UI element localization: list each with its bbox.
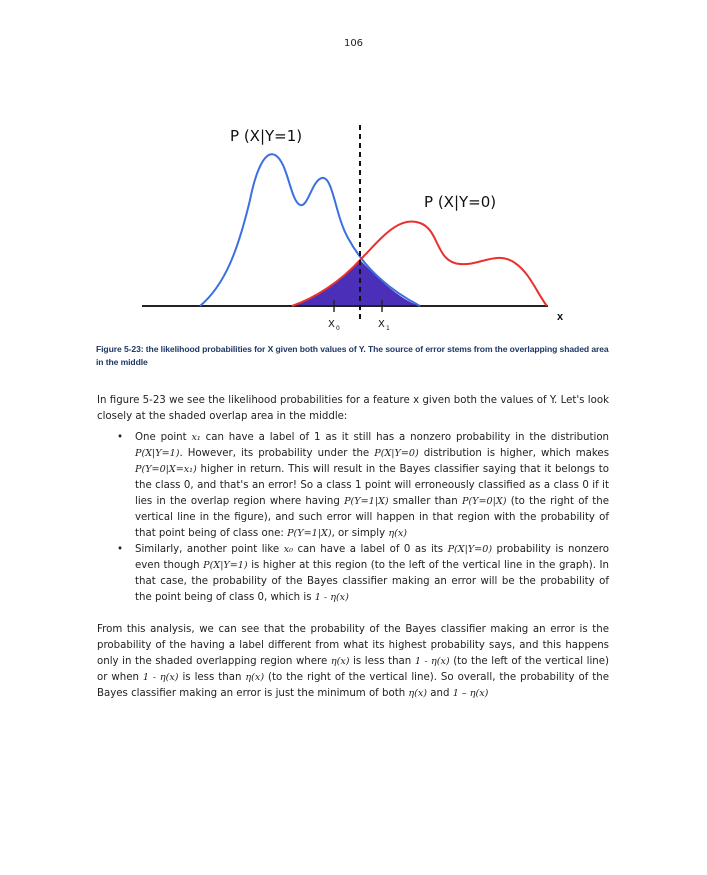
bullet-2-part-4: probability is nonzero even though	[135, 544, 609, 571]
closing-paragraph	[97, 622, 609, 702]
closing-math-5: 1 - η(x)	[142, 672, 179, 683]
curve-p-x-given-y1	[200, 154, 420, 306]
closing-math-1: η(x)	[330, 656, 350, 667]
bullet-1-part-2: can have a label of 1 as it still has a nonzero probability in the distribution	[200, 432, 610, 443]
bullet-1-part-14: , or simply	[331, 528, 389, 539]
bullet-1-part-0: One point	[135, 432, 192, 443]
bullet-1-math-1: x₁	[191, 432, 201, 443]
bullet-item-2	[97, 542, 609, 606]
bullet-1-math-5: P(X|Y=0)	[374, 448, 419, 459]
bullet-2-math-5: P(X|Y=1)	[203, 560, 248, 571]
bullet-list	[97, 430, 609, 606]
closing-math-9: η(x)	[408, 688, 428, 699]
label-p-x-given-y1: P (X|Y=1)	[230, 127, 303, 145]
closing-part-6: is less than	[178, 672, 246, 683]
closing-math-11: 1 – η(x)	[452, 688, 489, 699]
bullet-1-math-7: P(Y=0|X=x₁)	[135, 464, 197, 475]
bullet-2-part-2: can have a label of 0 as its	[292, 544, 448, 555]
x-axis-label: x	[557, 311, 564, 323]
bullet-1-part-4: . However, its probability under the	[179, 448, 375, 459]
x1-label-subscript: 1	[386, 325, 390, 332]
closing-part-2: is less than	[349, 656, 415, 667]
overlap-shaded-area	[292, 260, 420, 306]
page-number: 106	[343, 38, 364, 49]
likelihood-figure	[96, 110, 596, 350]
bullet-1-part-6: distribution is higher, which makes	[418, 448, 609, 459]
bullet-1-math-11: P(Y=0|X)	[461, 496, 507, 507]
bullet-1-part-12: (to the right of the vertical line in the figure), and such error will happen in that region with the probability of that point being of class one:	[135, 496, 609, 539]
bullet-dot-icon: •	[117, 432, 124, 443]
intro-paragraph: In figure 5-23 we see the likelihood probabilities for a feature x given both the values of Y. Let's look closely at the shaded overlap area in the middle:	[97, 395, 609, 422]
likelihood-plot	[96, 110, 596, 340]
closing-part-0: From this analysis, we can see that the probability of the Bayes classifier making an error is the probability of the having a label different from what its highest probability says, and this happens only in the shaded overlapping region where	[97, 624, 609, 667]
x0-label-subscript: 0	[336, 325, 340, 332]
closing-part-10: and	[427, 688, 453, 699]
bullet-1-math-13: P(Y=1|X)	[287, 528, 332, 539]
bullet-1-math-3: P(X|Y=1)	[135, 448, 180, 459]
closing-math-7: η(x)	[245, 672, 265, 683]
bullet-1-part-8: higher in return. This will result in the Bayes classifier saying that it belongs to the class 0, and that's an error! So a class 1 point will erroneously classified as a class 0 if it lies in the overlap region where having	[135, 464, 609, 507]
bullet-2-math-3: P(X|Y=0)	[447, 544, 493, 555]
bullet-1-part-10: smaller than	[388, 496, 462, 507]
closing-math-3: 1 - η(x)	[414, 656, 450, 667]
figure-caption: Figure 5-23: the likelihood probabilities for X given both values of Y. The source of error stems from the overlapping shaded area in the middle	[96, 344, 609, 367]
bullet-item-1	[97, 430, 609, 542]
bullet-2-math-7: 1 - η(x)	[314, 592, 349, 603]
bullet-1-math-9: P(Y=1|X)	[344, 496, 389, 507]
bullet-2-math-1: x₀	[283, 544, 293, 555]
x0-label: X	[328, 319, 335, 330]
label-p-x-given-y0: P (X|Y=0)	[424, 193, 497, 211]
bullet-dot-icon: •	[117, 544, 124, 555]
bullet-1-math-15: η(x)	[388, 528, 407, 539]
closing-part-4: (to the left of the vertical line) or when	[97, 656, 609, 683]
bullet-2-part-6: is higher at this region (to the left of the vertical line in the graph). In that case, the probability of the Bayes classifier making an error will be the probability of the point being of class 0, which is	[135, 560, 609, 603]
bullet-2-part-0: Similarly, another point like	[135, 544, 284, 555]
x1-label: X	[378, 319, 385, 330]
closing-part-8: (to the right of the vertical line). So overall, the probability of the Bayes classifier making an error is just the minimum of both	[97, 672, 609, 699]
